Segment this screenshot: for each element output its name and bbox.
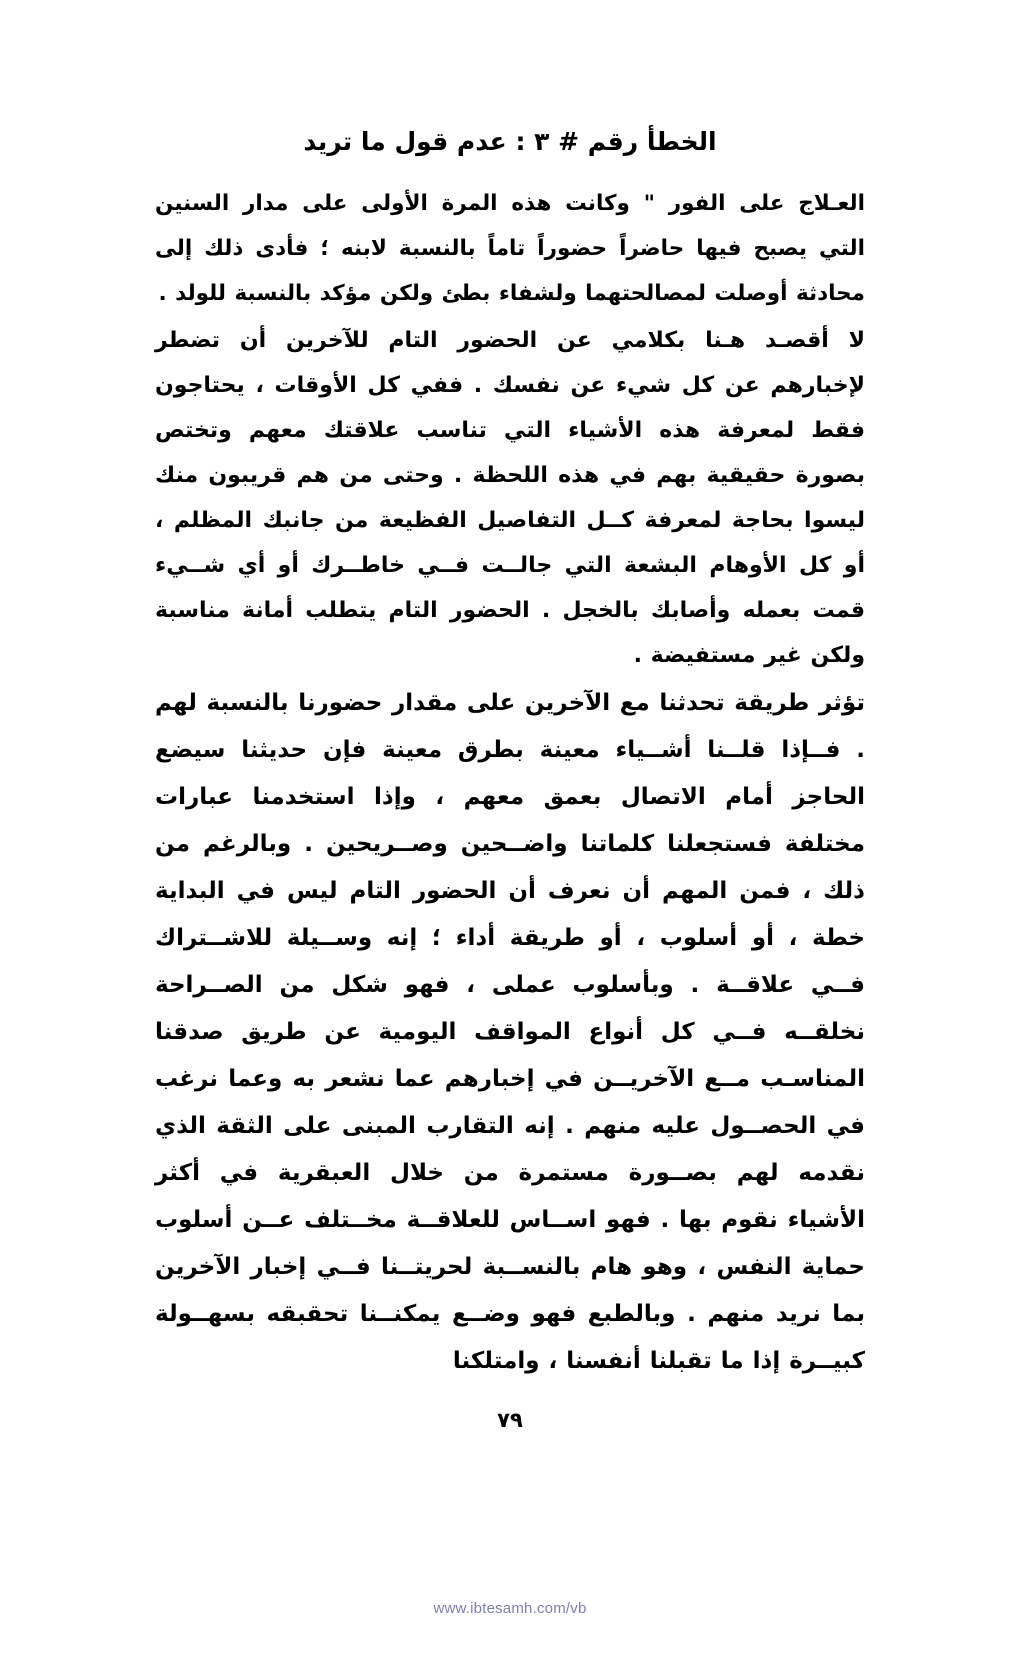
paragraph-3: تؤثر طريقة تحدثنا مع الآخرين على مقدار حضورنا بالنسبة لهم . فــإذا قلــنا أشــياء معينة بطرق معينة فإن حديثنا سيضع الحاجز أمام الاتصال بعمق معهم ، وإذا استخدمنا عبارات مختلفة فستجعلنا كلماتنا واضــحين وصــريحين . وبالرغم من ذلك ، فمن المهم أن نعرف أن الحضور التام ليس في البداية خطة ، أو أسلوب ، أو طريقة أداء ؛ إنه وســيلة للاشــتراك فــي علاقــة . وبأسلوب عملى ، فهو شكل من الصــراحة نخلقــه فــي كل أنواع المواقف اليومية عن طريق صدقنا المناسـب مــع الآخريــن في إخبارهم عما نشعر به وعما نرغب في الحصــول عليه منهم . إنه التقارب المبنى على الثقة الذي نقدمه لهم بصــورة مستمرة من خلال العبقرية في أكثر الأشياء نقوم بها . فهو اســاس للعلاقــة مخــتلف عــن أسلوب حماية النفس ، وهو هام بالنســبة لحريتــنا فــي إخبار الآخرين بما نريد منهم . وبالطبع فهو وضــع يمكنــنا تحقبقه بسهــولة كبيــرة إذا ما تقبلنا أنفسنا ، وامتلكنا — [155, 689, 865, 1374]
paragraph-1: العـلاج على الفور " وكانت هذه المرة الأولى على مدار السنين التي يصبح فيها حاضراً حضوراً تاماً بالنسبة لابنه ؛ فأدى ذلك إلى محادثة أوصلت لمصالحتهما ولشفاء بطئ ولكن مؤكد بالنسبة للولد . — [155, 190, 865, 306]
page-title: الخطأ رقم # ٣ : عدم قول ما تريد — [303, 127, 717, 156]
paragraph-2: لا أقصـد هـنا بكلامي عن الحضور التام للآخرين أن تضطر لإخبارهم عن كل شيء عن نفسك . ففي كل الأوقات ، يحتاجون فقط لمعرفة هذه الأشياء التي تناسب علاقتك معهم وتختص بصورة حقيقية بهم في هذه اللحظة . وحتى من هم قريبون منك ليسوا بحاجة لمعرفة كــل التفاصيل الفظيعة من جانبك المظلم ، أو كل الأوهام البشعة التي جالــت فــي خاطــرك أو أي شــيء قمت بعمله وأصابك بالخجل . الحضور التام يتطلب أمانة مناسبة ولكن غير مستفيضة . — [155, 327, 865, 668]
page-number: ٧٩ — [497, 1408, 523, 1432]
page-content — [155, 125, 865, 1387]
footer-watermark-url: www.ibtesamh.com/vb — [433, 1600, 587, 1617]
